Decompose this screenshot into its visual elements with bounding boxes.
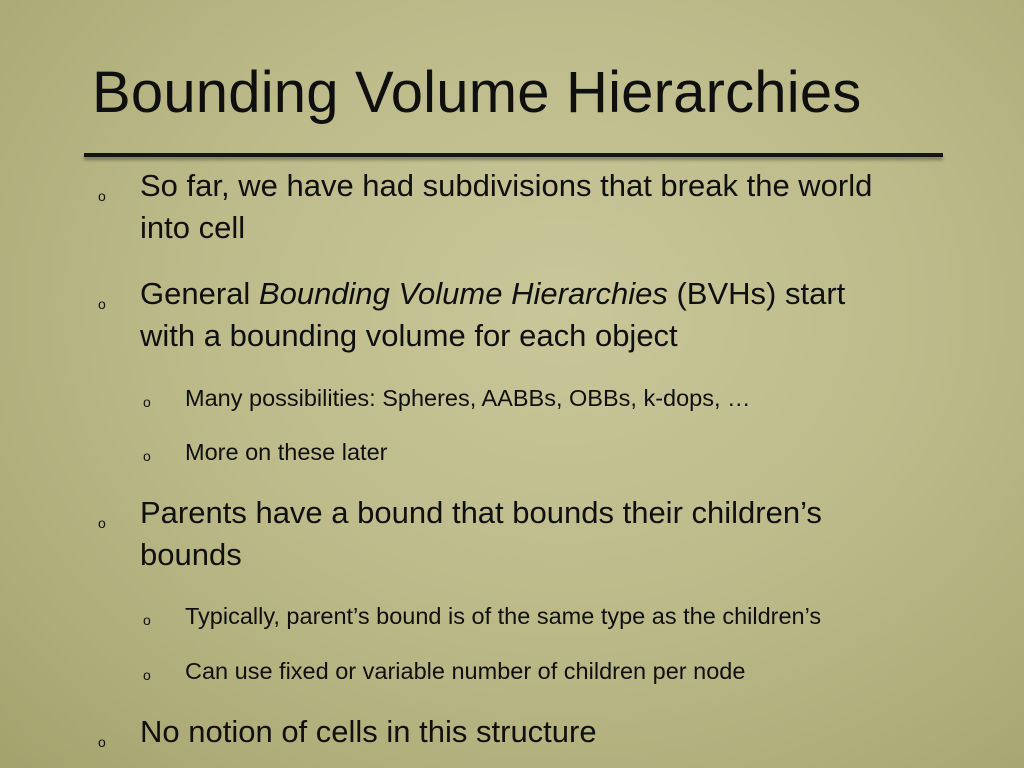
bullet-text: [140, 492, 822, 576]
bullet-line: into cell: [140, 210, 246, 245]
bullet-line: So far, we have had subdivisions that break the world: [140, 168, 873, 203]
bullet-text: [140, 273, 845, 357]
bullet-line: [140, 273, 845, 315]
text-run: General: [140, 276, 259, 311]
bullet-text: [140, 165, 872, 249]
bullet-marker: o: [143, 394, 151, 410]
sub-bullet-text: Can use fixed or variable number of children per node: [185, 658, 746, 684]
sub-bullet-text: Typically, parent’s bound is of the same type as the children’s: [185, 603, 822, 629]
sub-bullet-text: Many possibilities: Spheres, AABBs, OBBs, k-dops, …: [185, 385, 751, 411]
text-run: (BVHs) start: [667, 276, 846, 311]
bullet-marker: o: [98, 296, 106, 312]
bullet-marker: o: [143, 612, 151, 628]
title-underline: [84, 153, 943, 157]
bullet-marker: o: [143, 667, 151, 683]
emphasized-term: Bounding Volume Hierarchies: [258, 276, 668, 311]
bullet-text: [140, 711, 597, 753]
bullet-marker: o: [98, 188, 106, 204]
bullet-line: Parents have a bound that bounds their children’s: [140, 495, 822, 530]
bullet-line: No notion of cells in this structure: [140, 714, 597, 749]
bullet-line: with a bounding volume for each object: [140, 318, 678, 353]
bullet-marker: o: [98, 734, 106, 750]
sub-bullet-text: More on these later: [185, 439, 388, 465]
slide-title: Bounding Volume Hierarchies: [92, 60, 862, 125]
bullet-marker: o: [143, 448, 151, 464]
bullet-line: bounds: [140, 537, 242, 572]
bullet-marker: o: [98, 515, 106, 531]
